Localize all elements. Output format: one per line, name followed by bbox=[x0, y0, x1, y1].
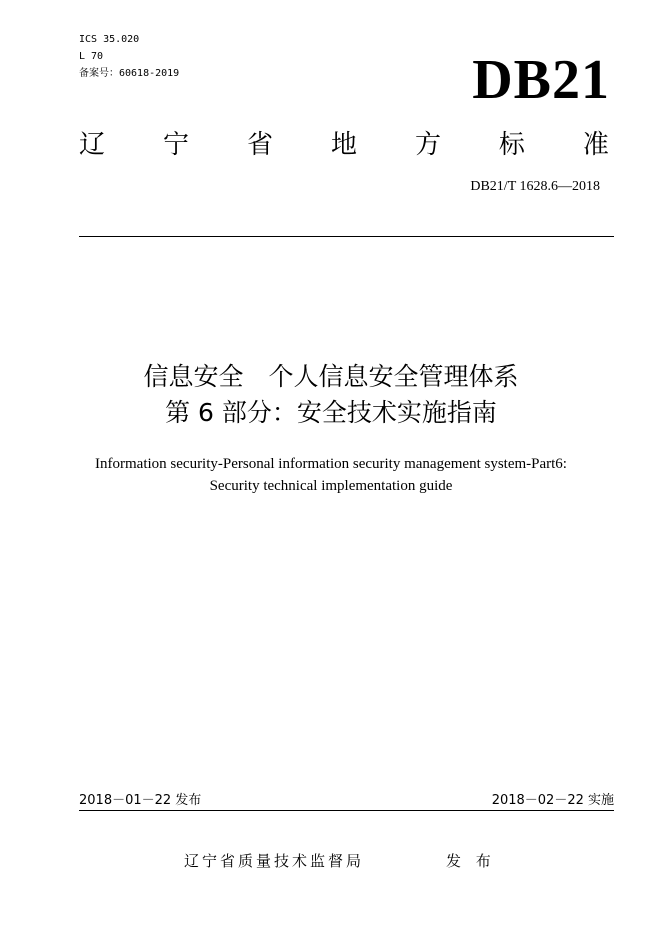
standard-type-char: 地 bbox=[330, 130, 357, 160]
record-number: 备案号：60618-2019 bbox=[79, 68, 180, 79]
standard-type-char: 辽 bbox=[79, 130, 106, 160]
standard-code: DB21 bbox=[472, 49, 610, 111]
title-zh-line-1: 信息安全 个人信息安全管理体系 bbox=[143, 362, 519, 391]
issuing-authority: 辽宁省质量技术监督局 bbox=[184, 852, 365, 870]
standard-number: DB21/T 1628.6—2018 bbox=[470, 179, 600, 194]
header-divider bbox=[79, 236, 614, 237]
ics-code: ICS 35.020 bbox=[79, 34, 140, 45]
publish-label: 发 布 bbox=[446, 852, 496, 870]
title-en-line-1: Information security-Personal information security management system-Part6: bbox=[95, 456, 567, 472]
standard-type-char: 标 bbox=[498, 130, 525, 160]
classification-code: L 70 bbox=[79, 51, 104, 62]
title-zh-line-2: 第 6 部分：安全技术实施指南 bbox=[165, 398, 497, 427]
issue-date: 2018－01－22 发布 bbox=[79, 793, 202, 808]
implementation-date: 2018－02－22 实施 bbox=[491, 793, 614, 808]
title-en-line-2: Security technical implementation guide bbox=[209, 478, 453, 494]
standard-type-char: 准 bbox=[582, 130, 609, 160]
standard-type-char: 宁 bbox=[162, 130, 189, 160]
standard-type-char: 方 bbox=[414, 130, 441, 160]
standard-type-heading bbox=[79, 126, 609, 164]
footer-divider bbox=[79, 810, 614, 811]
standard-type-char: 省 bbox=[246, 130, 273, 160]
